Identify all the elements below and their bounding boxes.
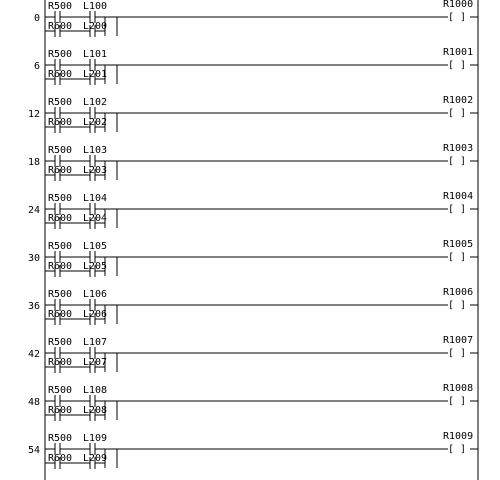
contact-label: R600 [48, 165, 73, 176]
step-number: 12 [27, 109, 40, 120]
coil-symbol: [ ] [448, 108, 467, 119]
contact-label: L207 [83, 357, 108, 368]
contact-label: L101 [83, 49, 108, 60]
coil-label: R1006 [443, 287, 474, 298]
coil-symbol: [ ] [448, 204, 467, 215]
step-number: 6 [33, 61, 40, 72]
contact-label: R500 [48, 1, 73, 12]
contact-label: R600 [48, 69, 73, 80]
coil-label: R1008 [443, 383, 474, 394]
step-number: 48 [27, 397, 40, 408]
coil-symbol: [ ] [448, 300, 467, 311]
contact-label: R600 [48, 117, 73, 128]
step-number: 42 [27, 349, 40, 360]
contact-label: L104 [83, 193, 108, 204]
contact-label: R500 [48, 193, 73, 204]
contact-label: R600 [48, 357, 73, 368]
coil-symbol: [ ] [448, 252, 467, 263]
contact-label: R600 [48, 405, 73, 416]
contact-label: L108 [83, 385, 108, 396]
coil-symbol: [ ] [448, 396, 467, 407]
coil-label: R1004 [443, 191, 474, 202]
contact-label: L203 [83, 165, 108, 176]
coil-symbol: [ ] [448, 12, 467, 23]
coil-label: R1002 [443, 95, 474, 106]
contact-label: R600 [48, 453, 73, 464]
contact-label: R500 [48, 385, 73, 396]
contact-label: L103 [83, 145, 108, 156]
contact-label: R500 [48, 433, 73, 444]
contact-label: L102 [83, 97, 108, 108]
contact-label: R500 [48, 49, 73, 60]
coil-symbol: [ ] [448, 348, 467, 359]
coil-label: R1001 [443, 47, 474, 58]
contact-label: L107 [83, 337, 108, 348]
coil-label: R1000 [443, 0, 474, 10]
coil-symbol: [ ] [448, 60, 467, 71]
step-number: 0 [33, 13, 40, 24]
coil-symbol: [ ] [448, 444, 467, 455]
coil-symbol: [ ] [448, 156, 467, 167]
step-number: 54 [27, 445, 40, 456]
contact-label: R500 [48, 241, 73, 252]
contact-label: L206 [83, 309, 108, 320]
contact-label: R600 [48, 213, 73, 224]
contact-label: R500 [48, 337, 73, 348]
contact-label: L209 [83, 453, 108, 464]
contact-label: R600 [48, 261, 73, 272]
contact-label: L204 [83, 213, 108, 224]
contact-label: L202 [83, 117, 108, 128]
coil-label: R1009 [443, 431, 474, 442]
contact-label: L208 [83, 405, 108, 416]
contact-label: L105 [83, 241, 108, 252]
step-number: 18 [27, 157, 40, 168]
contact-label: L205 [83, 261, 108, 272]
contact-label: L106 [83, 289, 108, 300]
step-number: 36 [27, 301, 40, 312]
contact-label: R500 [48, 145, 73, 156]
step-number: 24 [27, 205, 40, 216]
contact-label: L109 [83, 433, 108, 444]
contact-label: L100 [83, 1, 108, 12]
contact-label: L201 [83, 69, 108, 80]
coil-label: R1003 [443, 143, 474, 154]
coil-label: R1005 [443, 239, 474, 250]
contact-label: R500 [48, 289, 73, 300]
contact-label: R600 [48, 309, 73, 320]
contact-label: R600 [48, 21, 73, 32]
contact-label: L200 [83, 21, 108, 32]
step-number: 30 [27, 253, 40, 264]
contact-label: R500 [48, 97, 73, 108]
coil-label: R1007 [443, 335, 474, 346]
